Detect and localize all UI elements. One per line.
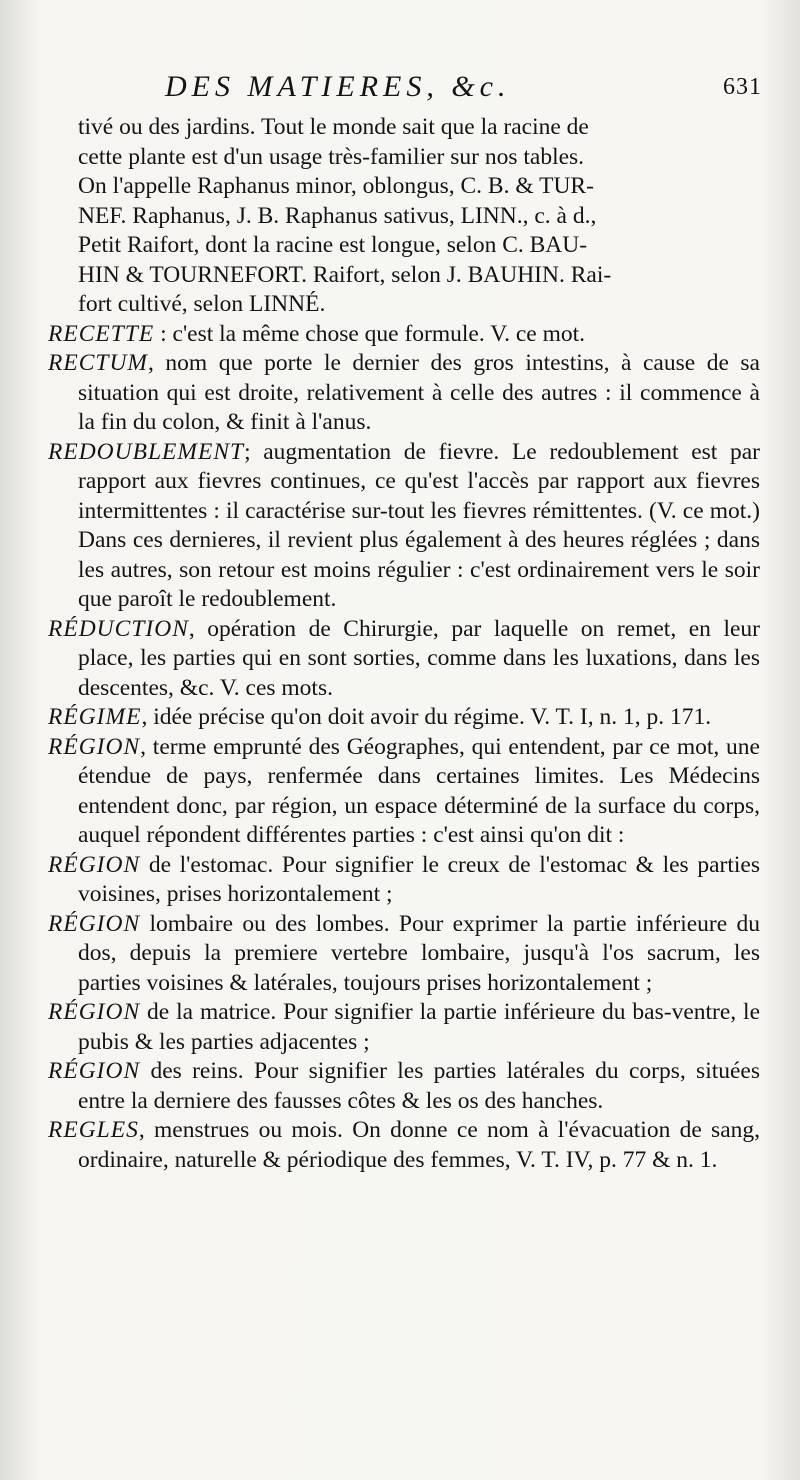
running-header — [165, 70, 762, 114]
dictionary-entry — [48, 1057, 760, 1116]
dictionary-entry — [48, 615, 760, 704]
entry-headword: RÉGIME — [48, 704, 142, 730]
entry-headword: RÉGION — [48, 999, 141, 1025]
dictionary-entry — [48, 320, 760, 350]
entry-headword: RECTUM — [48, 350, 148, 376]
entry-headword: RECETTE — [48, 320, 155, 347]
entry-text: , menstrues ou mois. On donne ce nom à l'évacuation de sang, ordinaire, naturelle & périodique des femmes, V. T. IV, p. 77 & n. 1. — [78, 1117, 760, 1173]
text-line: NEF. Raphanus, J. B. Raphanus sativus, LINN., c. à d., — [78, 202, 597, 229]
entry-text: , idée précise qu'on doit avoir du régime. V. T. I, n. 1, p. 171. — [141, 704, 712, 730]
entry-headword: REGLES — [48, 1117, 139, 1143]
entry-text: , nom que porte le dernier des gros intestins, à cause de sa situation qui est droite, relativement à celle des autres : il commence à la fin du colon, & finit à l'anus. — [78, 350, 760, 435]
entry-text: : c'est la même chose que formule. V. ce mot. — [160, 320, 586, 347]
dictionary-entry — [48, 1116, 760, 1175]
entry-headword: REDOUBLEMENT — [48, 438, 245, 465]
text-line: cette plante est d'un usage très-familier sur nos tables. — [78, 143, 585, 170]
page-number: 631 — [723, 74, 762, 100]
dictionary-entry — [48, 733, 760, 851]
entry-text: , opération de Chirurgie, par laquelle on remet, en leur place, les parties qui en sont sorties, comme dans les luxations, dans les descentes, &c. V. ces mots. — [78, 615, 760, 701]
entry-text: des reins. Pour signifier les parties latérales du corps, situées entre la derniere des fausses côtes & les os des hanches. — [78, 1058, 761, 1114]
text-line: HIN & TOURNEFORT. Raifort, selon J. BAUHIN. Rai- — [78, 261, 612, 288]
entry-text: ; augmentation de fievre. Le redoublement est par rapport aux fievres continues, ce qu'est l'accès par rapport aux fievres intermittentes : il caractérise sur-tout les fievres rémittentes. (V. ce mot.) Dans ces dernieres, il revient plus également à des heures réglées ; dans les autres, son retour est moins régulier : c'est ordinairement vers le soir que paroît le redoublement. — [78, 438, 760, 612]
text-line: fort cultivé, selon LINNÉ. — [78, 291, 326, 317]
entry-headword: RÉGION — [48, 910, 141, 937]
entry-headword: RÉGION — [48, 1058, 141, 1084]
dictionary-entry — [48, 910, 760, 999]
entry-text: lombaire ou des lombes. Pour exprimer la partie inférieure du dos, depuis la premiere vertebre lombaire, jusqu'à l'os sacrum, les parties voisines & latérales, toujours prises horizontalement ; — [78, 910, 760, 996]
entry-headword: RÉGION — [48, 733, 141, 760]
dictionary-entry — [48, 998, 760, 1057]
entry-headword: RÉDUCTION — [48, 615, 189, 642]
entry-headword: RÉGION — [48, 851, 141, 878]
dictionary-entry — [48, 438, 760, 615]
dictionary-entry — [48, 349, 760, 438]
text-line: On l'appelle Raphanus minor, oblongus, C. B. & TUR- — [78, 173, 594, 199]
dictionary-entry — [48, 703, 760, 733]
text-line: Petit Raifort, dont la racine est longue, selon C. BAU- — [78, 232, 588, 258]
page-text — [48, 113, 760, 1175]
header-title: DES MATIERES, &c. — [165, 70, 511, 103]
entry-text: de l'estomac. Pour signifier le creux de l'estomac & les parties voisines, prises horizontalement ; — [78, 851, 760, 907]
dictionary-entry — [48, 851, 760, 910]
entry-text: , terme emprunté des Géographes, qui entendent, par ce mot, une étendue de pays, renfermée dans certaines limites. Les Médecins entendent donc, par région, un espace déterminé de la surface du corps, auquel répondent différentes parties : c'est ainsi qu'on dit : — [78, 733, 760, 848]
text-line: tivé ou des jardins. Tout le monde sait que la racine de — [78, 114, 589, 140]
entry-text: de la matrice. Pour signifier la partie inférieure du bas-ventre, le pubis & les parties adjacentes ; — [78, 999, 760, 1055]
continued-entry — [48, 113, 760, 320]
